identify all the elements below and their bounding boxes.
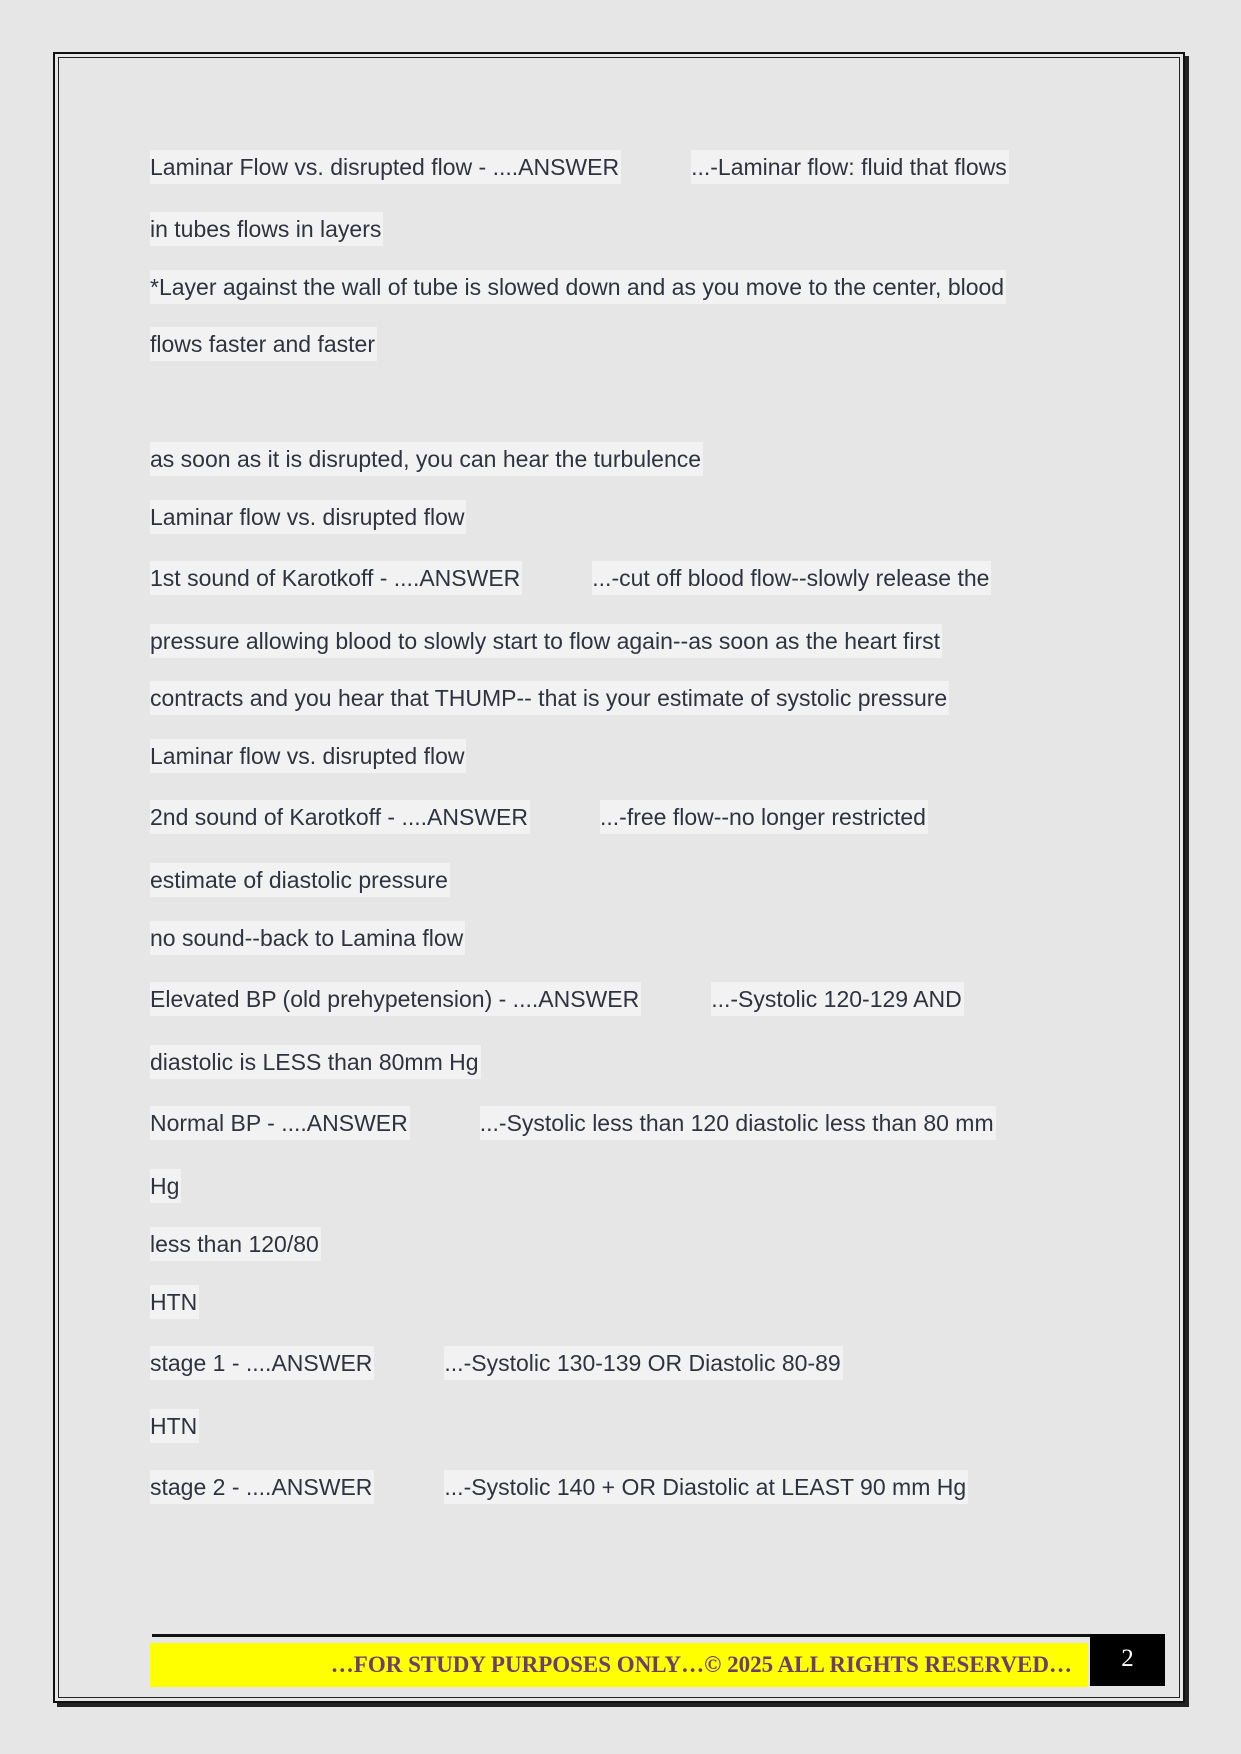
page-number: 2 [1090,1634,1165,1686]
question-text: Laminar Flow vs. disrupted flow - ....ANSWER [150,150,621,184]
text-line: diastolic is LESS than 80mm Hg [150,1045,481,1079]
qa-line [150,1470,968,1504]
text-line: estimate of diastolic pressure [150,863,450,897]
qa-line [150,982,964,1016]
question-text: Elevated BP (old prehypetension) - ....ANSWER [150,982,641,1016]
qa-line [150,800,928,834]
answer-text: ...-Systolic less than 120 diastolic less than 80 mm [480,1106,996,1140]
text-line: in tubes flows in layers [150,212,383,246]
qa-line [150,150,1009,184]
question-text: 2nd sound of Karotkoff - ....ANSWER [150,800,530,834]
qa-line [150,1346,843,1380]
answer-text: ...-free flow--no longer restricted [600,800,928,834]
question-text: stage 2 - ....ANSWER [150,1470,374,1504]
text-line: no sound--back to Lamina flow [150,921,465,955]
answer-text: ...-Systolic 130-139 OR Diastolic 80-89 [444,1346,842,1380]
text-line: less than 120/80 [150,1227,321,1261]
text-line: as soon as it is disrupted, you can hear the turbulence [150,442,703,476]
answer-text: ...-Laminar flow: fluid that flows [691,150,1009,184]
text-line: pressure allowing blood to slowly start to flow again--as soon as the heart first [150,624,942,658]
qa-line [150,1106,996,1140]
question-text: stage 1 - ....ANSWER [150,1346,374,1380]
text-line: Laminar flow vs. disrupted flow [150,500,466,534]
footer-notice: …FOR STUDY PURPOSES ONLY…© 2025 ALL RIGHTS RESERVED… [330,1652,1072,1677]
question-text: 1st sound of Karotkoff - ....ANSWER [150,561,522,595]
text-line: flows faster and faster [150,327,377,361]
footer-rule [152,1634,1090,1637]
answer-text: ...-cut off blood flow--slowly release the [592,561,991,595]
answer-text: ...-Systolic 140 + OR Diastolic at LEAST 90 mm Hg [444,1470,968,1504]
qa-line [150,561,991,595]
question-text: Normal BP - ....ANSWER [150,1106,410,1140]
text-line: Laminar flow vs. disrupted flow [150,739,466,773]
answer-text: ...-Systolic 120-129 AND [711,982,964,1016]
text-line: Hg [150,1169,181,1203]
text-line: *Layer against the wall of tube is slowed down and as you move to the center, blood [150,270,1006,304]
text-line: HTN [150,1409,199,1443]
text-line: HTN [150,1285,199,1319]
text-line: contracts and you hear that THUMP-- that is your estimate of systolic pressure [150,681,949,715]
